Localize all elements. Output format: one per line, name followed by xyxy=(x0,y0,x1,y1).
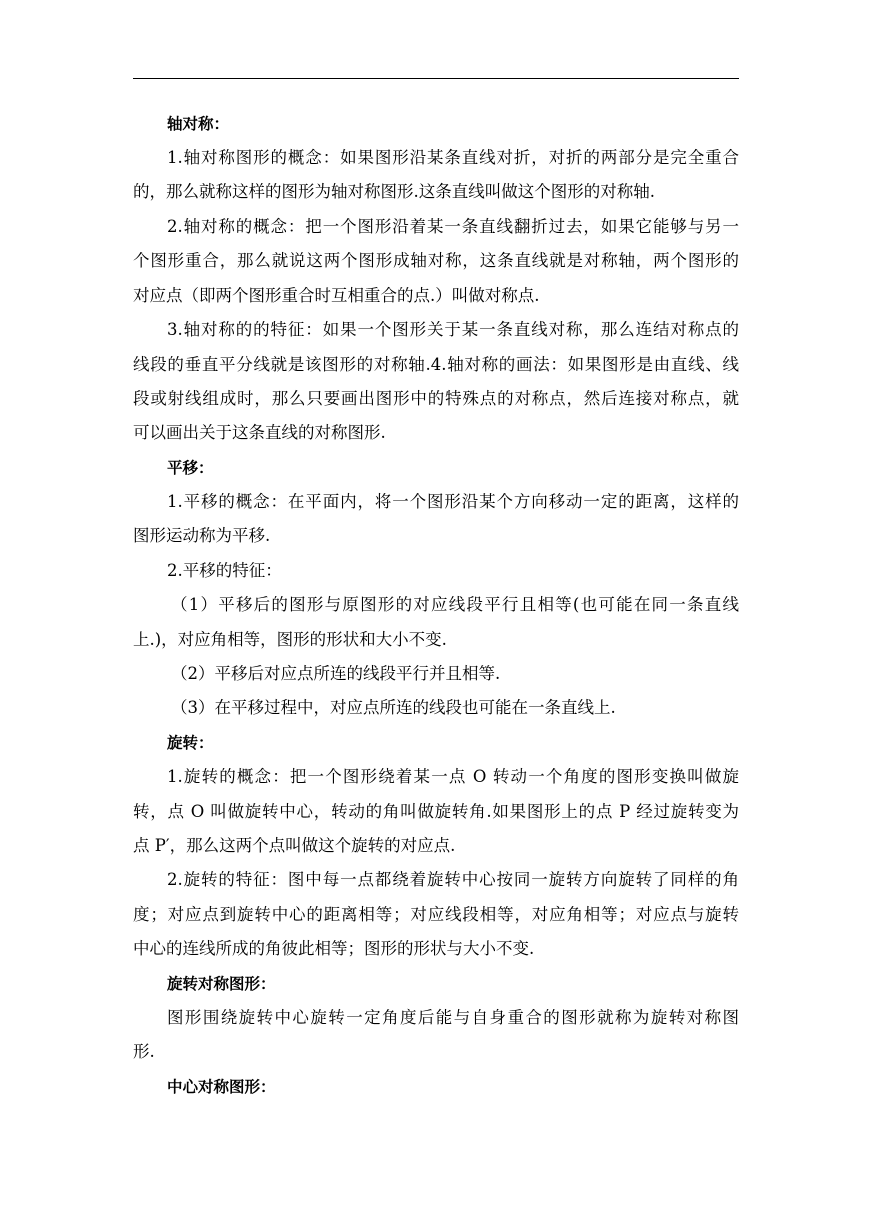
paragraph-line: 的，那么就称这样的图形为轴对称图形.这条直线叫做这个图形的对称轴. xyxy=(133,182,655,201)
paragraph-line: （1）平移后的图形与原图形的对应线段平行且相等(也可能在同一条直线 xyxy=(171,595,739,614)
paragraph-line: 3.轴对称的的特征：如果一个图形关于某一条直线对称，那么连结对称点的 xyxy=(167,320,739,339)
heading-rotational-symmetry: 旋转对称图形： xyxy=(167,975,276,993)
paragraph-line: 2.平移的特征： xyxy=(167,561,282,580)
heading-axial-symmetry: 轴对称： xyxy=(167,115,230,133)
header-rule xyxy=(133,78,739,79)
paragraph-line: 形. xyxy=(133,1042,155,1061)
paragraph-line: 转，点 O 叫做旋转中心，转动的角叫做旋转角.如果图形上的点 P 经过旋转变为 xyxy=(133,802,739,821)
paragraph-line: 图形运动称为平移. xyxy=(133,526,271,545)
paragraph-line: 1.轴对称图形的概念：如果图形沿某条直线对折，对折的两部分是完全重合 xyxy=(167,148,739,167)
paragraph-line: 对应点（即两个图形重合时互相重合的点.）叫做对称点. xyxy=(133,286,540,305)
paragraph-line: 2.轴对称的概念：把一个图形沿着某一条直线翻折过去，如果它能够与另一 xyxy=(167,217,739,236)
heading-translation: 平移： xyxy=(167,459,214,477)
paragraph-line: 个图形重合，那么就说这两个图形成轴对称，这条直线就是对称轴，两个图形的 xyxy=(133,251,739,270)
paragraph-line: 图形围绕旋转中心旋转一定角度后能与自身重合的图形就称为旋转对称图 xyxy=(167,1008,739,1027)
paragraph-line: 度；对应点到旋转中心的距离相等；对应线段相等，对应角相等；对应点与旋转 xyxy=(133,905,739,924)
paragraph-line: 2.旋转的特征：图中每一点都绕着旋转中心按同一旋转方向旋转了同样的角 xyxy=(167,870,739,889)
paragraph-line: 1.平移的概念：在平面内，将一个图形沿某个方向移动一定的距离，这样的 xyxy=(167,492,739,511)
paragraph-line: 可以画出关于这条直线的对称图形. xyxy=(133,423,386,442)
paragraph-line: 上.)，对应角相等，图形的形状和大小不变. xyxy=(133,630,447,649)
paragraph-line: 段或射线组成时，那么只要画出图形中的特殊点的对称点，然后连接对称点，就 xyxy=(133,389,739,408)
paragraph-line: 1.旋转的概念：把一个图形绕着某一点 O 转动一个角度的图形变换叫做旋 xyxy=(167,767,739,786)
paragraph-line: （2）平移后对应点所连的线段平行并且相等. xyxy=(171,664,501,683)
paragraph-line: 中心的连线所成的角彼此相等；图形的形状与大小不变. xyxy=(133,939,535,958)
paragraph-line: （3）在平移过程中，对应点所连的线段也可能在一条直线上. xyxy=(171,698,616,717)
heading-rotation: 旋转： xyxy=(167,734,214,752)
paragraph-line: 线段的垂直平分线就是该图形的对称轴.4.轴对称的画法：如果图形是由直线、线 xyxy=(133,355,739,374)
paragraph-line: 点 P′，那么这两个点叫做这个旋转的对应点. xyxy=(133,836,456,855)
heading-central-symmetry: 中心对称图形： xyxy=(167,1078,276,1096)
